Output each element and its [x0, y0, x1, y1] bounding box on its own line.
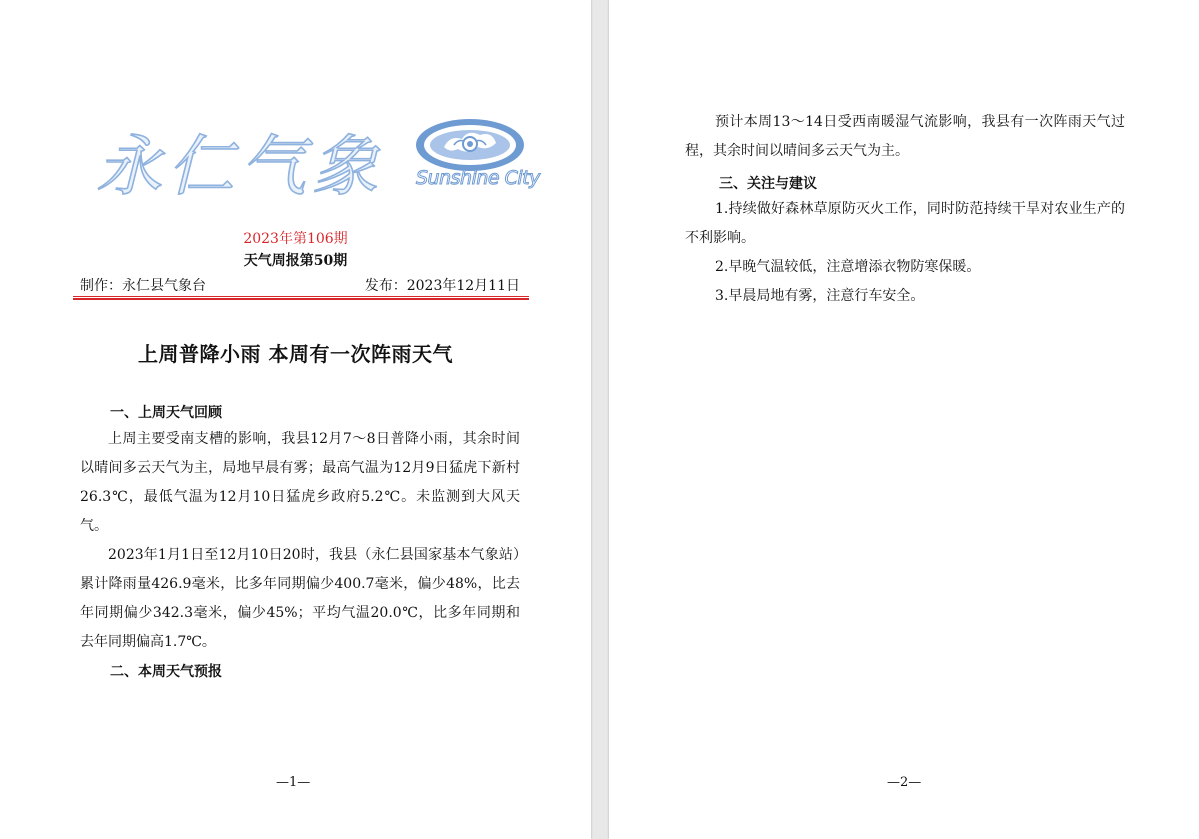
advice-item-1: 1.持续做好森林草原防灭火工作，同时防范持续干旱对农业生产的不利影响。: [685, 201, 1125, 246]
publish-date: 发布：2023年12月11日: [364, 278, 520, 294]
red-divider-thin: [73, 296, 529, 297]
weekly-issue: 天气周报第50期: [243, 253, 348, 269]
report-title: 上周普降小雨 本周有一次阵雨天气: [138, 342, 453, 366]
section-heading-review: 一、上周天气回顾: [110, 405, 222, 421]
logo-subtitle: Sunshine City: [416, 167, 540, 189]
advice-item-2: 2.早晚气温较低，注意增添衣物防寒保暖。: [715, 259, 981, 275]
review-paragraph-1: 上周主要受南支槽的影响，我县12月7～8日普降小雨，其余时间以晴间多云天气为主，局地早晨有雾；最高气温为12月9日猛虎下新村26.3℃，最低气温为12月10日猛虎乡政府5.2℃。未监测到大风天气。: [80, 431, 520, 534]
document-page-1: [0, 0, 591, 839]
masthead-logo: [96, 105, 540, 205]
issue-number: 2023年第106期: [243, 231, 348, 247]
forecast-paragraph: 预计本周13～14日受西南暖湿气流影响，我县有一次阵雨天气过程，其余时间以晴间多云天气为主。: [685, 114, 1125, 159]
advice-item-3: 3.早晨局地有雾，注意行车安全。: [715, 288, 925, 304]
page-number-2: —2—: [887, 775, 922, 790]
page-number-1: —1—: [276, 775, 311, 790]
document-page-2: [609, 0, 1199, 839]
section-heading-forecast: 二、本周天气预报: [110, 664, 222, 680]
red-divider-thick: [73, 298, 529, 300]
producer-label: 制作：永仁县气象台: [80, 278, 206, 294]
logo-title: 永仁气象: [96, 128, 384, 205]
section-heading-advice: 三、关注与建议: [719, 176, 817, 192]
review-paragraph-2: 2023年1月1日至12月10日20时，我县（永仁县国家基本气象站）累计降雨量426.9毫米，比多年同期偏少400.7毫米，偏少48%，比去年同期偏少342.3毫米，偏少45%；平均气温20.0℃，比多年同期和去年同期偏高1.7℃。: [80, 547, 520, 650]
cloud-swirl-icon: [414, 117, 526, 173]
red-divider: [73, 296, 529, 301]
